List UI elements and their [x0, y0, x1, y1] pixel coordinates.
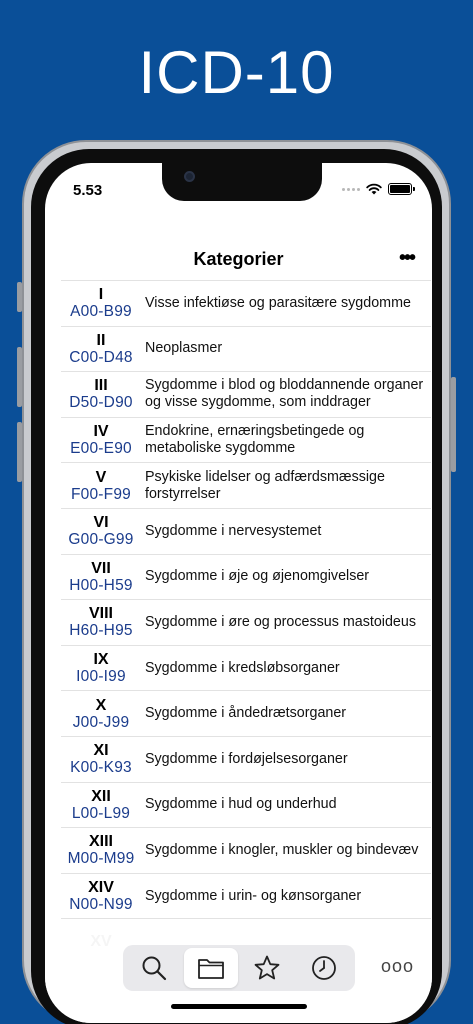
category-row[interactable] — [61, 782, 431, 828]
category-range: N00-N99 — [69, 896, 133, 914]
category-row[interactable] — [61, 599, 431, 645]
hero-title: ICD-10 — [138, 39, 335, 106]
category-code — [61, 332, 141, 366]
category-range: I00-I99 — [76, 668, 126, 686]
tab-favorites[interactable] — [240, 948, 294, 988]
category-code — [61, 605, 141, 639]
screen — [45, 163, 432, 1023]
category-row[interactable] — [61, 326, 431, 372]
category-roman: VII — [91, 559, 111, 577]
category-label: Endokrine, ernæringsbetingede og metaboliske sygdomme — [145, 423, 365, 457]
category-roman: XIV — [88, 879, 114, 897]
star-icon — [253, 954, 281, 982]
category-code — [61, 742, 141, 776]
category-row[interactable] — [61, 645, 431, 691]
category-code — [61, 423, 141, 457]
category-range: L00-L99 — [71, 804, 131, 822]
category-code — [61, 651, 141, 685]
category-row[interactable] — [61, 554, 431, 600]
volume-down-button — [17, 422, 22, 482]
category-row[interactable] — [61, 371, 431, 417]
category-label: Sygdomme i nervesystemet — [145, 522, 322, 539]
category-label: Sygdomme i hud og underhud — [145, 796, 337, 813]
category-range: J00-J99 — [72, 713, 130, 731]
tab-search[interactable] — [127, 948, 181, 988]
category-range: M00-M99 — [67, 850, 135, 868]
category-roman: II — [96, 331, 106, 349]
camera-icon — [184, 171, 195, 182]
category-range: A00-B99 — [70, 303, 132, 321]
tab-group — [123, 945, 355, 991]
tab-bar — [45, 928, 432, 1023]
category-label: Sygdomme i øje og øjenomgivelser — [145, 568, 370, 585]
category-row[interactable] — [61, 827, 431, 873]
notch — [162, 163, 322, 201]
category-roman: IX — [93, 651, 109, 669]
category-label: Psykiske lidelser og adfærdsmæssige forstyrrelser — [145, 468, 385, 502]
category-row[interactable] — [61, 462, 431, 508]
category-roman: I — [98, 286, 104, 304]
phone-frame — [22, 140, 451, 1024]
category-range: E00-E90 — [70, 440, 132, 458]
category-label: Sygdomme i åndedrætsorganer — [145, 705, 347, 722]
tab-categories[interactable] — [184, 948, 238, 988]
category-row[interactable] — [61, 417, 431, 463]
tab-history[interactable] — [297, 948, 351, 988]
status-time: 5.53 — [73, 182, 103, 199]
category-label: Sygdomme i kredsløbsorganer — [145, 659, 340, 676]
category-code — [61, 788, 141, 822]
home-indicator — [171, 1004, 307, 1009]
category-range: D50-D90 — [69, 394, 133, 412]
category-code — [61, 377, 141, 411]
clock-icon — [310, 954, 338, 982]
more-options-button[interactable]: ••• — [398, 247, 414, 269]
category-label: Sygdomme i fordøjelsesorganer — [145, 750, 348, 767]
category-range: C00-D48 — [69, 348, 133, 366]
category-roman: XIII — [88, 833, 113, 851]
category-range: H00-H59 — [69, 576, 133, 594]
category-code — [61, 286, 141, 320]
page-title: Kategorier — [193, 249, 284, 269]
wifi-icon — [366, 183, 382, 195]
category-roman: V — [95, 468, 107, 486]
category-roman: VI — [93, 514, 109, 532]
category-label: Sygdomme i knogler, muskler og bindevæv — [145, 841, 419, 858]
category-label: Sygdomme i øre og processus mastoideus — [145, 613, 416, 630]
category-roman: XII — [91, 787, 111, 805]
category-roman: VIII — [88, 605, 113, 623]
category-roman: III — [94, 377, 108, 395]
category-range: G00-G99 — [68, 531, 134, 549]
category-label: Sygdomme i blod og bloddannende organer og visse sygdomme, som inddrager — [145, 377, 424, 411]
category-label: Neoplasmer — [145, 340, 223, 357]
category-label: Visse infektiøse og parasitære sygdomme — [145, 294, 411, 311]
category-range: F00-F99 — [71, 485, 131, 503]
tab-more-button[interactable]: ooo — [380, 956, 414, 976]
category-row[interactable] — [61, 736, 431, 782]
category-roman: XI — [93, 742, 109, 760]
category-range: H60-H95 — [69, 622, 133, 640]
category-label: Sygdomme i urin- og kønsorganer — [145, 887, 362, 904]
category-roman: IV — [93, 423, 109, 441]
category-code — [61, 560, 141, 594]
status-icons — [342, 183, 412, 195]
category-row[interactable] — [61, 873, 431, 919]
mute-switch — [17, 282, 22, 312]
category-range: K00-K93 — [70, 759, 132, 777]
category-code — [61, 879, 141, 913]
search-icon — [140, 954, 168, 982]
volume-up-button — [17, 347, 22, 407]
category-code — [61, 514, 141, 548]
category-row[interactable] — [61, 508, 431, 554]
category-list — [61, 280, 431, 964]
power-button — [451, 377, 456, 472]
category-code — [61, 469, 141, 503]
battery-icon — [388, 183, 412, 195]
category-row[interactable] — [61, 690, 431, 736]
category-code — [61, 833, 141, 867]
signal-icon — [342, 188, 360, 191]
category-roman: X — [95, 696, 107, 714]
category-row[interactable] — [61, 280, 431, 326]
category-code — [61, 697, 141, 731]
folder-icon — [197, 954, 225, 982]
nav-bar — [45, 233, 432, 279]
